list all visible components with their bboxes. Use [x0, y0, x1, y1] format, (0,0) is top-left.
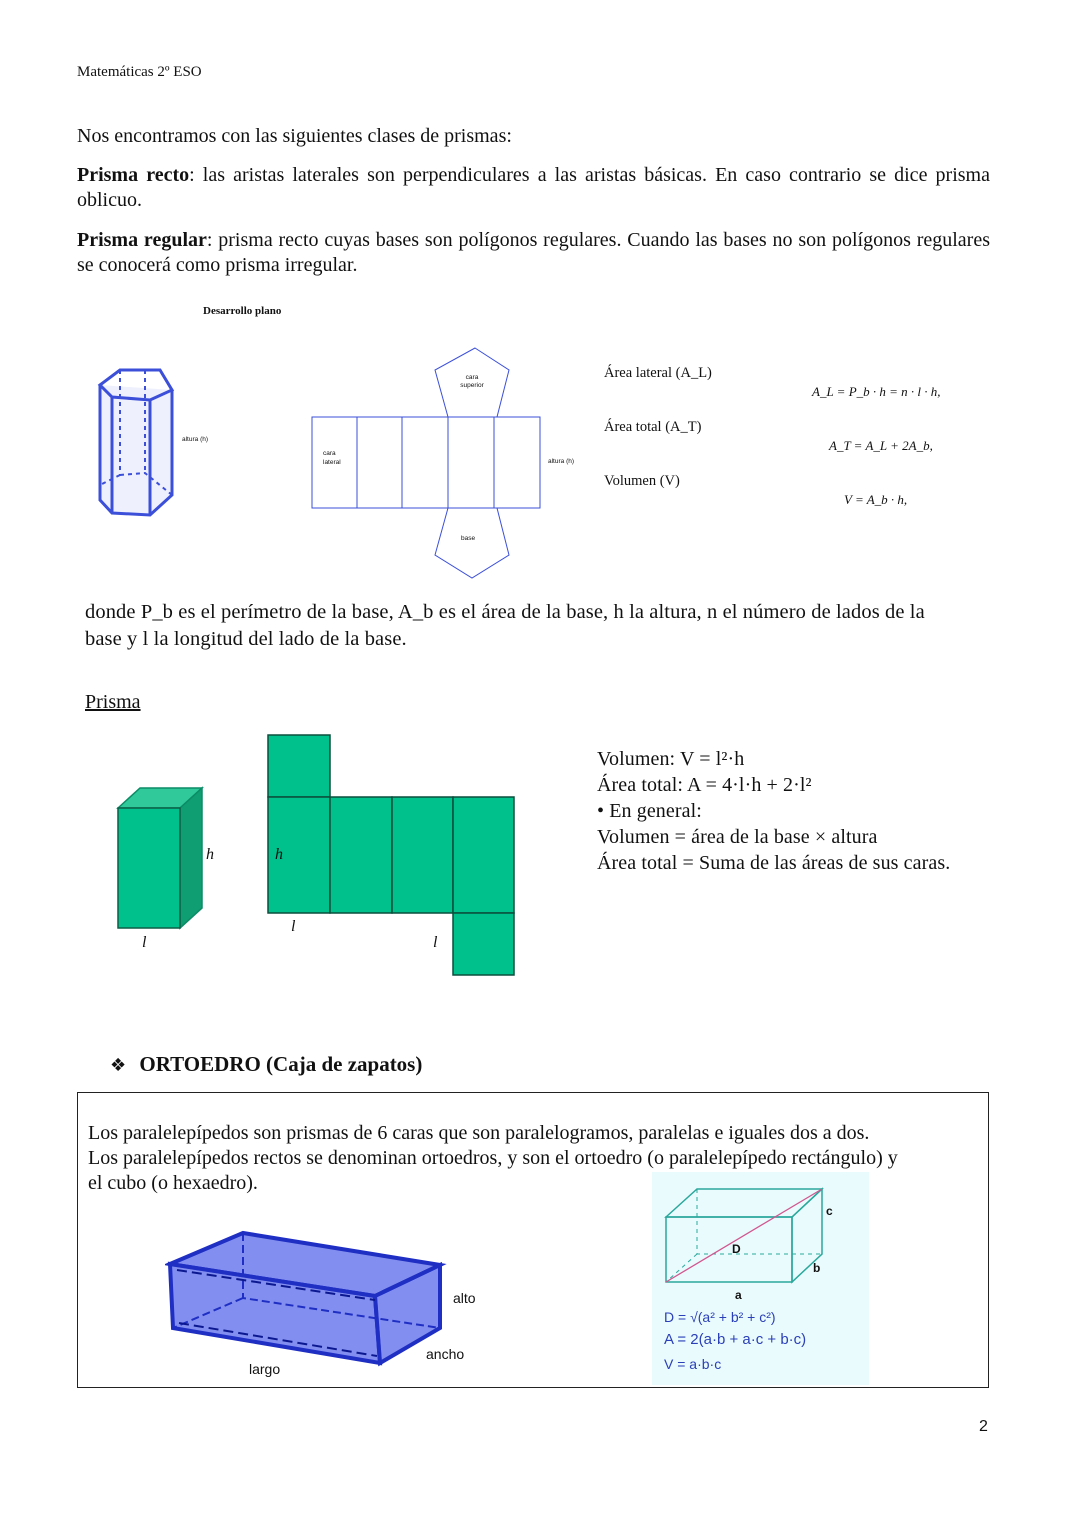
formula-expr-total: A_T = A_L + 2A_b,: [829, 438, 933, 453]
figure-title: Desarrollo plano: [203, 305, 282, 317]
alto-label: alto: [453, 1290, 476, 1306]
definition-term: Prisma regular: [77, 229, 207, 251]
prisma-area-line: Área total: A = 4·l·h + 2·l²: [597, 774, 812, 796]
net-height-label-h: h: [275, 846, 283, 863]
square-prism-figure: [110, 780, 220, 955]
cuboid-label-a: a: [735, 1288, 742, 1302]
largo-label: largo: [249, 1361, 281, 1377]
definition-text: : prisma recto cuyas bases son polígonos regulares. Cuando las bases no son polígonos regulares se conocerá como prisma irregular.: [77, 229, 990, 276]
formula-name-volume: Volumen (V): [604, 473, 680, 489]
prisma-volume-line: Volumen: V = l²·h: [597, 748, 745, 770]
top-face-label: cara superior: [460, 374, 484, 389]
where-text: donde P_b es el perímetro de la base, A_b es el área de la base, h la altura, n el número de lados de la base y l la longitud del lado de la base.: [85, 601, 925, 650]
pentagonal-prism-figure: [90, 355, 190, 525]
page-number: 2: [979, 1418, 988, 1435]
cuboid-diagonal-figure: [652, 1172, 869, 1302]
ortoedro-title: ORTOEDRO (Caja de zapatos): [139, 1052, 423, 1076]
formula-expr-volume: V = A_b · h,: [844, 492, 908, 507]
height-label: altura (h): [182, 436, 209, 443]
prisma-heading: Prisma: [85, 691, 141, 713]
page-header: Matemáticas 2º ESO: [77, 64, 202, 80]
prisma-formulas: [597, 746, 967, 876]
prisma-general-bullet: • En general:: [597, 800, 702, 822]
cuboid-label-b: b: [813, 1261, 821, 1275]
definition-text: : las aristas laterales son perpendiculares a las aristas básicas. En caso contrario se dice prisma oblicuo.: [77, 164, 990, 211]
prism-height-label: h: [206, 846, 214, 863]
rectangular-box-figure: [165, 1228, 450, 1370]
formula-name-lateral: Área lateral (A_L): [604, 365, 712, 381]
definition-prisma-recto: [77, 163, 990, 213]
prisma-general-area: Área total = Suma de las áreas de sus caras.: [597, 852, 951, 874]
formula-expr-lateral: A_L = P_b · h = n · l · h,: [812, 384, 941, 399]
formula-name-total: Área total (A_T): [604, 419, 702, 435]
cuboid-label-c: c: [826, 1204, 833, 1218]
ortoedro-line: Los paralelepípedos rectos se denominan ortoedros, y son el ortoedro (o paralelepípedo rectángulo) y: [88, 1147, 898, 1169]
net-side-label-1: l: [291, 918, 296, 935]
ancho-label: ancho: [426, 1346, 465, 1362]
cuboid-label-D: D: [732, 1242, 741, 1256]
base-label: base: [461, 535, 476, 542]
prism-side-label: l: [142, 934, 147, 951]
cuboid-formula-A: A = 2(a·b + a·c + b·c): [664, 1331, 807, 1348]
diamond-bullet-icon: ❖: [110, 1055, 127, 1076]
prisma-general-volume: Volumen = área de la base × altura: [597, 826, 878, 848]
ortoedro-heading: [110, 1052, 422, 1077]
cuboid-formula-V: V = a·b·c: [664, 1356, 722, 1372]
definition-prisma-regular: [77, 228, 990, 278]
intro-text: Nos encontramos con las siguientes clases de prismas:: [77, 125, 512, 147]
square-prism-net-figure: [265, 732, 520, 980]
net-height-label: altura (h): [548, 458, 575, 465]
definition-term: Prisma recto: [77, 164, 190, 186]
ortoedro-line: el cubo (o hexaedro).: [88, 1172, 258, 1194]
cuboid-formula-D: D = √(a² + b² + c²): [664, 1309, 776, 1325]
lateral-face-label: cara lateral: [323, 450, 341, 466]
ortoedro-line: Los paralelepípedos son prismas de 6 caras que son paralelogramos, paralelas e iguales dos a dos.: [88, 1122, 870, 1144]
net-side-label-2: l: [433, 934, 438, 951]
